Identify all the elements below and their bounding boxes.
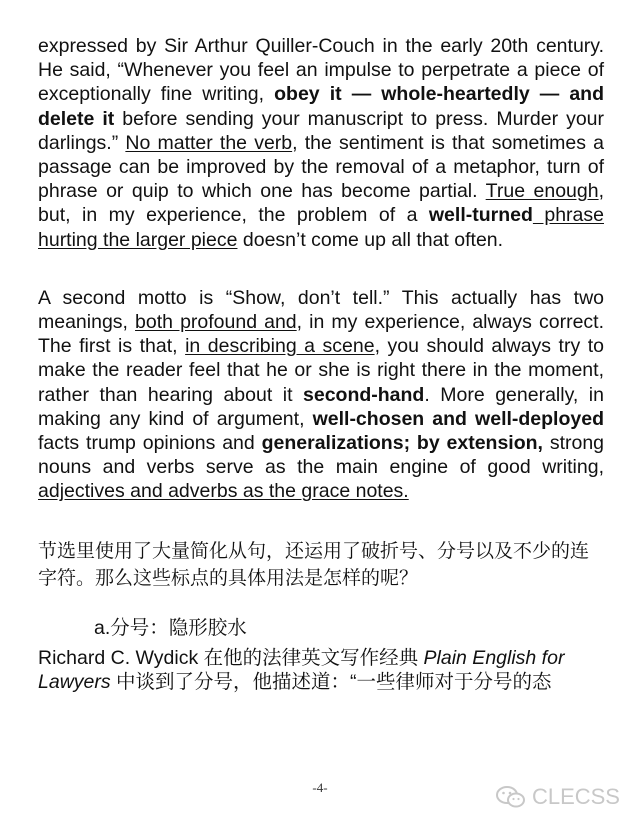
text-run: 中谈到了分号，他描述道：“一些律师对于分号的态	[110, 670, 552, 693]
text-run: , the sentiment is that sometimes a passage can be improved by the removal of a metaphor, turn of phrase or quip to which one has become partial.	[38, 131, 604, 203]
wechat-icon	[496, 785, 526, 809]
bold-text: generalizations; by extension,	[261, 432, 543, 455]
text-run: Richard C. Wydick 在他的法律英文写作经典	[38, 646, 424, 669]
paragraph-quiller-couch	[38, 34, 604, 252]
italic-text: Plain English for Lawyers	[38, 646, 565, 693]
text-run: , but, in my experience, the problem of a	[38, 180, 605, 227]
paragraph-wydick	[38, 646, 604, 694]
underlined-text: both profound and	[135, 311, 297, 334]
underlined-text: True enough	[485, 180, 599, 203]
text-run: , you should always try to make the reader feel that he or she is right there in the moment, rather than hearing about it	[38, 335, 604, 406]
underlined-text: adjectives and adverbs as the grace notes.	[38, 480, 409, 503]
document-page	[38, 34, 604, 694]
watermark	[496, 784, 620, 810]
text-run: 节选里使用了大量简化从句，还运用了破折号、分号以及不少的连字符。那么这些标点的具体用法是怎样的呢？	[38, 539, 590, 589]
text-run: , in my experience, always correct. The first is that,	[38, 311, 605, 358]
page-number: -4-	[312, 780, 328, 795]
paragraph-chinese-intro	[38, 538, 604, 592]
bold-text: well-chosen and well-deployed	[312, 407, 604, 430]
section-subheading: a.分号：隐形胶水	[94, 616, 247, 639]
paragraph-show-dont-tell	[38, 286, 604, 504]
text-run: strong nouns and verbs serve as the main engine of good writing,	[38, 432, 605, 479]
text-run: before sending your manuscript to press. Murder your darlings.”	[38, 107, 604, 154]
text-run: doesn’t come up all that often.	[237, 228, 504, 251]
bold-text: second-hand	[303, 383, 425, 406]
underlined-text: in describing a scene	[185, 335, 375, 358]
underlined-text: No matter the verb	[125, 131, 293, 154]
text-run: facts trump opinions and	[38, 432, 262, 455]
text-run: expressed by Sir Arthur Quiller-Couch in the early 20th century. He said, “Whenever you feel an impulse to perpetrate a piece of exceptionally fine writing,	[38, 35, 604, 106]
watermark-text: CLECSS	[531, 784, 620, 809]
underlined-text: phrase hurting the larger piece	[38, 204, 604, 251]
bold-text: obey it — whole-heartedly — and delete it	[38, 83, 604, 130]
text-run: A second motto is “Show, don’t tell.” This actually has two meanings,	[38, 286, 604, 334]
text-run: . More generally, in making any kind of argument,	[38, 383, 604, 430]
bold-text: well-turned	[428, 204, 533, 227]
